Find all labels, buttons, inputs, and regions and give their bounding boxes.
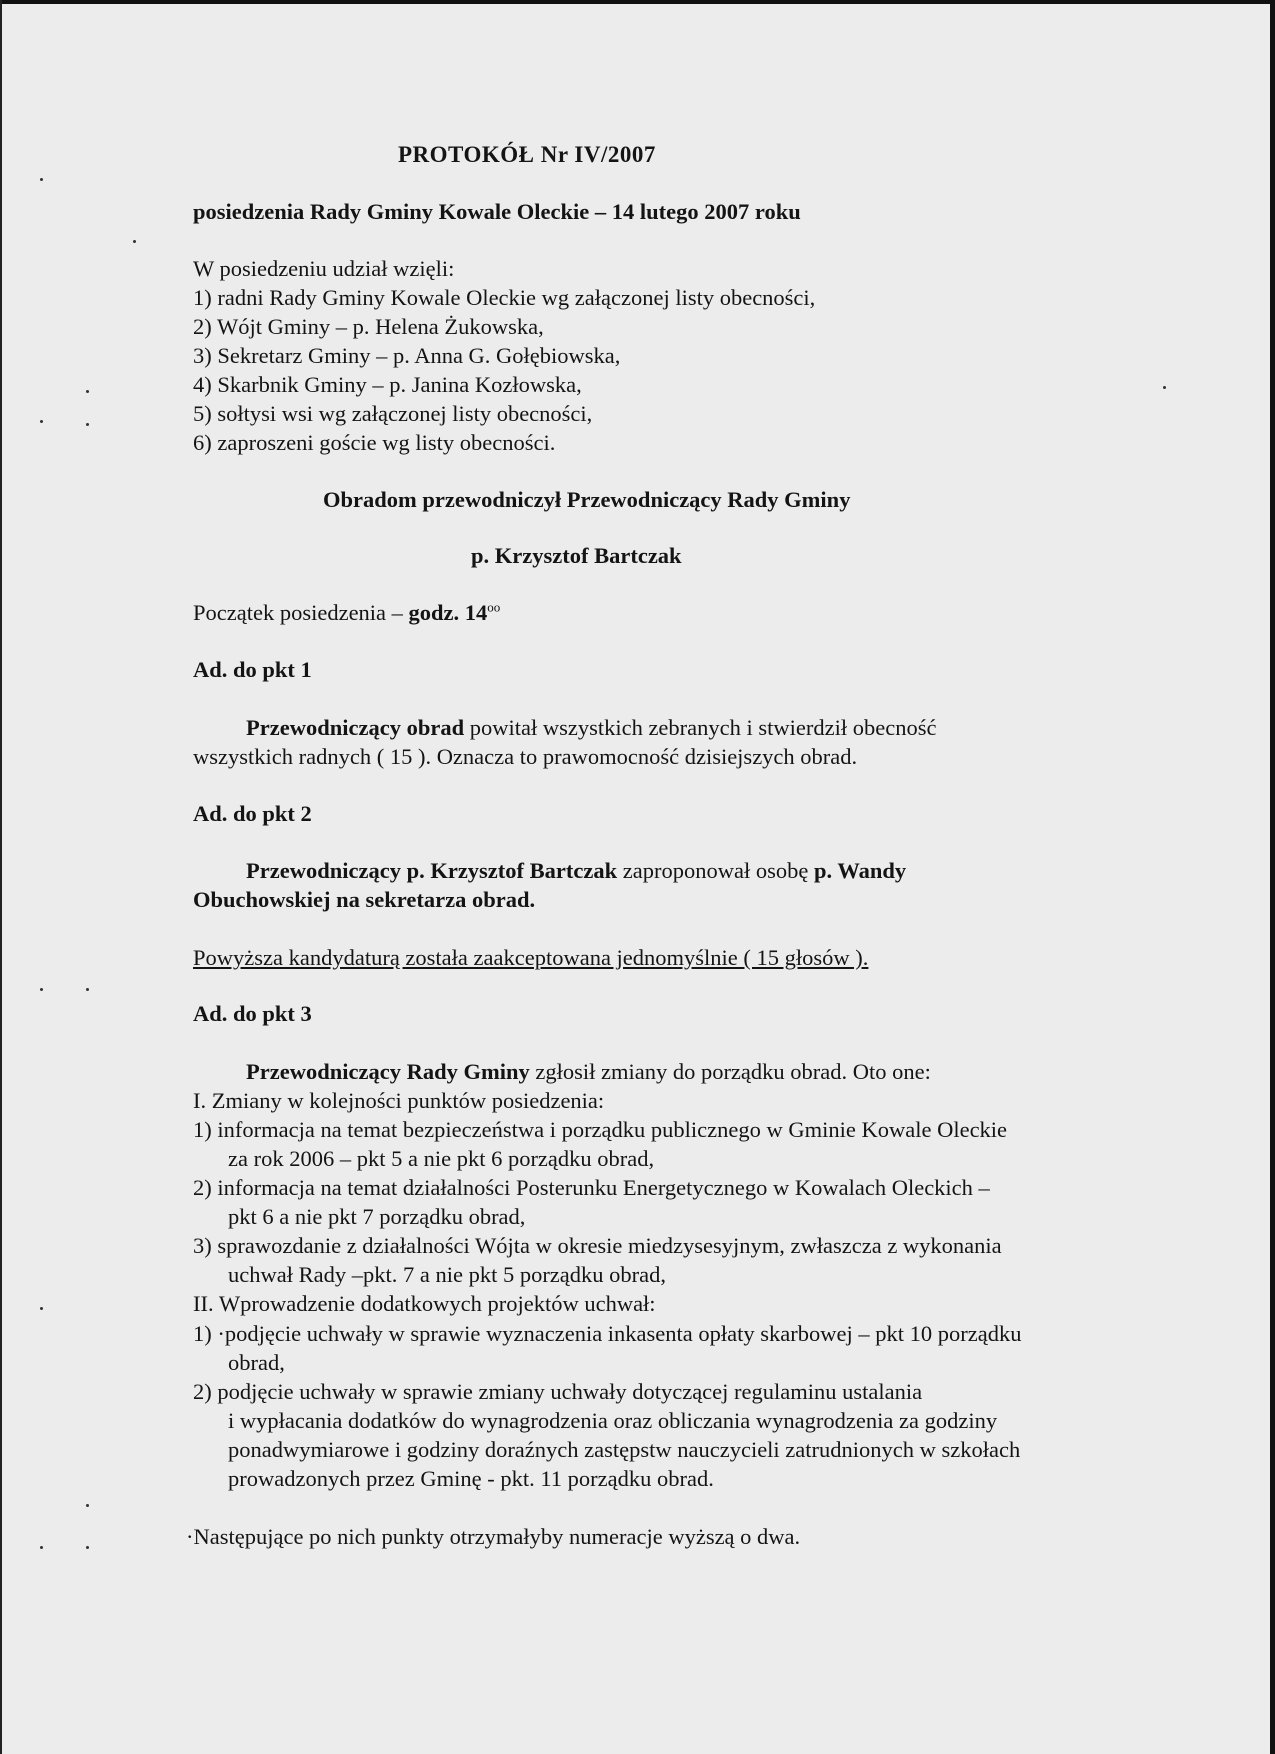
start-time-line [193,599,500,627]
scan-speck [133,240,136,243]
pkt3-list-line: uchwał Rady –pkt. 7 a nie pkt 5 porządku obrad, [228,1262,667,1287]
pkt3-list-line: 1) ·podjęcie uchwały w sprawie wyznaczenia inkasenta opłaty skarbowej – pkt 10 porządku [193,1321,1022,1346]
attendance-item: 1) radni Rady Gminy Kowale Oleckie wg załączonej listy obecności, [193,285,816,310]
scan-speck [86,1504,89,1507]
pkt3-text: zgłosił zmiany do porządku obrad. Oto one: [529,1059,931,1084]
pkt3-list-line: i wypłacania dodatków do wynagrodzenia oraz obliczania wynagrodzenia za godziny [228,1408,998,1433]
scan-speck [40,420,43,423]
pkt2-text: zaproponował osobę [617,858,814,883]
pkt1-text: powitał wszystkich zebranych i stwierdził obecność [464,715,937,740]
start-label: Początek posiedzenia – [193,600,409,625]
scan-speck [86,423,89,426]
pkt2-bold-chair: Przewodniczący p. Krzysztof Bartczak [246,858,618,883]
scan-border-right [1270,0,1275,1754]
attendance-item: 5) sołtysi wsi wg załączonej listy obecności, [193,401,593,426]
pkt1-paragraph-line [246,714,936,742]
pkt3-list-line: 1) informacja na temat bezpieczeństwa i porządku publicznego w Gminie Kowale Oleckie [193,1117,1008,1142]
scan-border-left [0,0,2,1754]
section-heading-pkt1: Ad. do pkt 1 [193,657,312,682]
pkt1-paragraph-line: wszystkich radnych ( 15 ). Oznacza to prawomocność dzisiejszych obrad. [193,744,858,769]
pkt3-list-line: 2) podjęcie uchwały w sprawie zmiany uchwały dotyczącej regulaminu ustalania [193,1379,923,1404]
scan-speck [40,178,43,181]
chair-line: Obradom przewodniczył Przewodniczący Rady Gminy [323,487,851,512]
scan-speck [1163,386,1166,389]
pkt3-list-line: obrad, [228,1350,285,1375]
pkt3-bold: Przewodniczący Rady Gminy [246,1059,530,1084]
scan-speck [40,988,43,991]
section-heading-pkt3: Ad. do pkt 3 [193,1001,312,1026]
attendance-item: 3) Sekretarz Gminy – p. Anna G. Gołębiowska, [193,343,621,368]
attendance-item: 2) Wójt Gminy – p. Helena Żukowska, [193,314,544,339]
scan-speck [86,988,89,991]
chair-name: p. Krzysztof Bartczak [471,543,682,568]
section-heading-pkt2: Ad. do pkt 2 [193,801,312,826]
scan-speck [86,1546,89,1549]
pkt3-list-line: pkt 6 a nie pkt 7 porządku obrad, [228,1204,526,1229]
attendance-item: 4) Skarbnik Gminy – p. Janina Kozłowska, [193,372,582,397]
pkt1-bold: Przewodniczący obrad [246,715,465,740]
pkt3-list-line: II. Wprowadzenie dodatkowych projektów uchwał: [193,1291,656,1316]
pkt2-bold-name: p. Wandy [813,858,907,883]
scan-speck [40,1546,43,1549]
scan-speck [86,390,89,393]
pkt2-paragraph-line: Obuchowskiej na sekretarza obrad. [193,887,536,912]
pkt3-list-line: I. Zmiany w kolejności punktów posiedzenia: [193,1088,605,1113]
pkt3-list-line: 3) sprawozdanie z działalności Wójta w okresie miedzysesyjnym, zwłaszcza z wykonania [193,1233,1002,1258]
scan-speck [40,1307,43,1310]
pkt3-closing: ·Następujące po nich punkty otrzymałyby numeracje wyższą o dwa. [186,1524,801,1549]
pkt3-list-line: 2) informacja na temat działalności Posterunku Energetycznego w Kowalach Oleckich – [193,1175,990,1200]
pkt3-list-line: prowadzonych przez Gminę - pkt. 11 porządku obrad. [228,1466,714,1491]
document-subtitle: posiedzenia Rady Gminy Kowale Oleckie – 14 lutego 2007 roku [193,199,801,224]
scan-border-top [0,0,1275,4]
document-title: PROTOKÓŁ Nr IV/2007 [398,142,656,167]
pkt3-list-line: ponadwymiarowe i godziny doraźnych zastępstw nauczycieli zatrudnionych w szkołach [228,1437,1021,1462]
pkt3-paragraph-line [246,1058,931,1086]
pkt2-accepted: Powyższa kandydaturą została zaakceptowana jednomyślnie ( 15 głosów ). [193,945,869,970]
start-time: godz. 14 [408,600,488,625]
start-time-minutes: oo [487,599,501,615]
attendance-intro: W posiedzeniu udział wzięli: [193,256,455,281]
attendance-item: 6) zaproszeni goście wg listy obecności. [193,430,556,455]
pkt2-paragraph-line [246,857,906,885]
pkt3-list-line: za rok 2006 – pkt 5 a nie pkt 6 porządku obrad, [228,1146,655,1171]
